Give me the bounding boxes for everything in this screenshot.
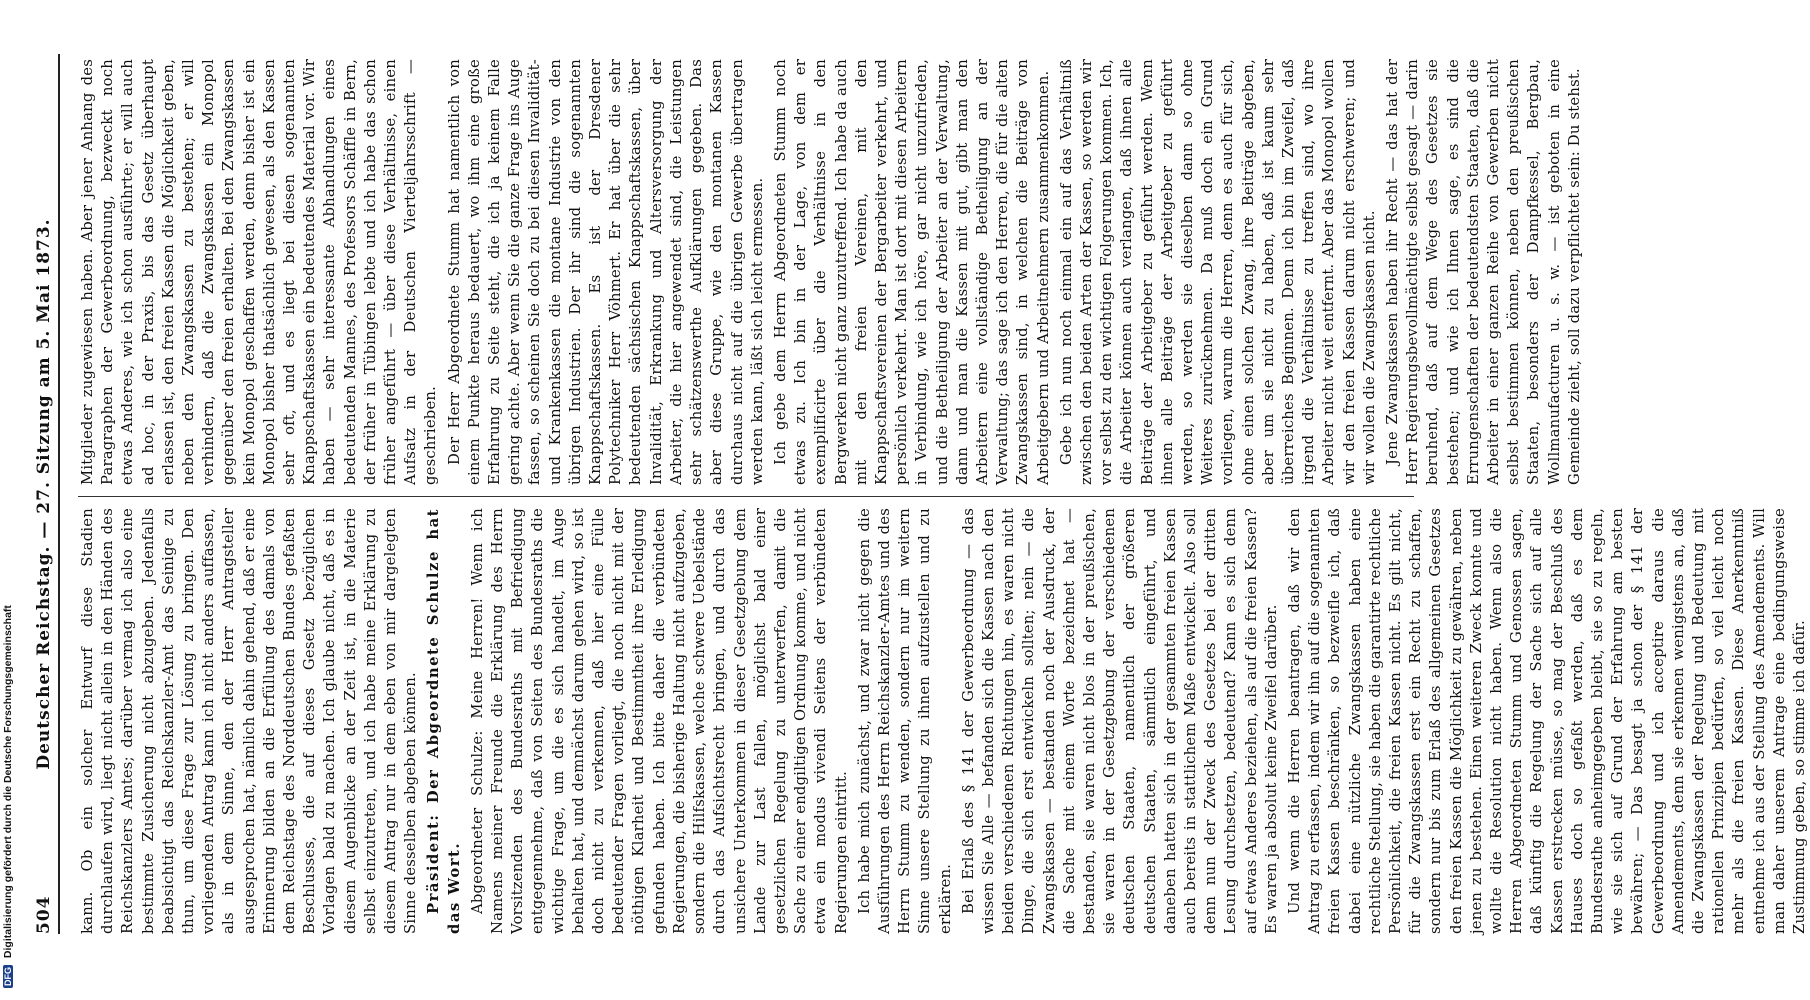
paragraph: kann. Ob ein solcher Entwurf diese Stadien durchlaufen wird, liegt nicht allein in den Händen des Reichskanzlers Amtes; darüber vermag ich also eine bestimmte Zusicherung nicht abzugeben. Jedenfalls beabsichtigt das Reichskanzler-Amt das Seinige zu thun, um diese Frage zur Lösung zu bringen. Den vorliegenden Antrag kann ich nicht anders auffassen, als in dem Sinne, den der Herr Antragsteller ausgesprochen hat, nämlich dahin gehend, daß er eine Erinnerung bilden an die Erfüllung des damals von dem Reichstage des Norddeutschen Bundes gefaßten Beschlusses, die auf dieses Gesetz bezüglichen Vorlagen bald zu machen. Ich glaube nicht, daß es in diesem Augenblicke an der Zeit ist, in die Materie selbst einzutreten, und ich habe meine Erklärung zu diesem Antrag nur in dem eben von mir dargelegten Sinne desselben abgeben können. [79, 508, 420, 934]
header-rule [58, 54, 60, 934]
paragraph: Ich gebe dem Herrn Abgeordneten Stumm noch etwas zu. Ich bin in der Lage, von dem er exemplificirte über die Verhältnisse in den Bergwerken nicht ganz unzutreffend. Ich habe da auch mit den freien Vereinen, mit den Knappschaftsvereinen der Bergarbeiter verkehrt, und persönlich verkehrt. Man ist dort mit diesen Arbeitern in Verbindung, wie ich höre, gar nicht unzufrieden, und die Betheiligung der Arbeiter an der Verwaltung, dann und man die Kassen mit gut, gibt man den Arbeitern eine vollständige Betheiligung an der Verwaltung; das sage ich den Herren, die für die alten Zwangskassen sind, in welchen die Beiträge von Arbeitgebern und Arbeitnehmern zusammenkommen. [771, 59, 1052, 485]
right-column [78, 59, 1583, 485]
digitization-footer [0, 0, 18, 1000]
paragraph: Und wenn die Herren beantragen, daß wir den Antrag zu erfassen, indem wir ihn auf die sogenannten freien Kassen beschränken, so bezweifle ich, daß dabei eine nützliche Zwangskassen haben eine rechtliche Stellung, sie haben die garantirte rechtliche Persönlichkeit, die freien Kassen nicht. Es gilt nicht, für die Zwangskassen erst ein Recht zu schaffen, sondern nur bis zum Erlaß des allgemeinen Gesetzes den freien Kassen die Möglichkeit zu gewähren, neben jenen zu bestehen. Einen weiteren Zweck konnte und wollte die Resolution nicht haben. Wenn also die Herren Abgeordneten Stumm und Genossen sagen, daß künftig die Regelung der Sache sich auf alle Kassen erstrecken müsse, so mag der Beschluß des Hauses doch so gefaßt werden, daß es dem Bundesrathe anheimgegeben bleibt, sie so zu regeln, wie sie sich auf Grund der Erfahrung am besten bewähren; — Das besagt ja schon der § 141 der Gewerbeordnung und ich acceptire daraus die Amendements, denn sie erkennen wenigstens an, daß die Zwangskassen der Regelung und Bedeutung mit rationellen Prinzipien bedürfen, so viel leicht noch mehr als die freien Kassen. Diese Anerkenntniß entnehme ich aus der Stellung des Amendements. Will man daher unserem Antrage eine bedingungsweise Zustimmung geben, so stimme ich dafür. [1285, 508, 1809, 934]
paragraph: Mitglieder zugewiesen haben. Aber jener Anhang des Paragraphen der Gewerbeordnung, bezweckt noch etwas Anderes, wie ich schon ausführte; er will auch ad hoc, in der Praxis, bis das Gesetz überhaupt erlassen ist, den freien Kassen die Möglichkeit geben, neben den Zwangskassen zu bestehen; er will verhindern, daß die Zwangskassen ein Monopol gegenüber den freien erhalten. Bei den Zwangskassen kein Monopol geschaffen werden, denn bisher ist ein Monopol bisher thatsächlich gewesen, als den Kassen sehr oft, und es liegt bei diesen sogenannten Knappschaftskassen ein bedeutendes Material vor. Wir haben — sehr interessante Abhandlungen eines bedeutenden Mannes, des Professors Schäffle in Bern, der früher in Tübingen lebte und ich habe das schon früher angeführt — über diese Verhältnisse, einen Aufsatz in der Deutschen Vierteljahrsschrift — geschrieben. [79, 59, 440, 485]
paragraph: Jene Zwangskassen haben ihr Recht — das hat der Herr Regierungsbevollmächtigte selbst gesagt — darin beruhend, daß auf dem Wege des Gesetzes sie bestehen; und wie ich Ihnen sage, es sind die Errungenschaften der bedeutendsten Staaten, daß die Arbeiter in einer ganzen Reihe von Gewerben nicht selbst bestimmen können, neben den preußischen Staaten, besonders der Dampfkessel, Bergbau, Wollmanufacturen u. s. w. — ist geboten in eine Gemeinde zieht, soll dazu verpflichtet sein: Du stehst. [1384, 59, 1583, 485]
paragraph: Ich habe mich zunächst, und zwar nicht gegen die Ausführungen des Herrn Reichskanzler-Amtes und des Herrn Stumm zu wenden, sondern nur im weitern Sinne unsere Stellung zu ihnen aufzustellen und zu erklären. [855, 508, 954, 934]
footer-text-line [2, 0, 18, 988]
footer-credit: Digitalisierung gefördert durch die Deutsche Forschungsgemeinschaft [2, 605, 14, 959]
column-divider [78, 496, 1414, 497]
paragraph: Abgeordneter Schulze: Meine Herren! Wenn ich Namens meiner Freunde die Erklärung des Herrn Vorsitzenden des Bundesraths mit Befriedigung entgegennehme, daß von Seiten des Bundesraths die wichtige Frage, um die es sich handelt, im Auge behalten hat, und demnächst darum gehen wird, so ist doch nicht zu verkennen, daß hier eine Fülle bedeutender Fragen vorliegt, die noch nicht mit der nöthigen Klarheit und Bestimmtheit ihre Erledigung gefunden haben. Ich bitte daher die verbündeten Regierungen, die bisherige Haltung nicht aufzugeben, sondern die Hilfskassen, welche schwere Uebelstände durch das Aufsichtsrecht bringen, und durch das unsichere Unterkommen in dieser Gesetzgebung dem Lande zur Last fallen, möglichst bald einer gesetzlichen Regelung zu unterwerfen, damit die Sache zu einer endgiltigen Ordnung komme, und nicht etwa ein modus vivendi Seitens der verbündeten Regierungen eintritt. [468, 508, 850, 934]
dfg-logo: DFG [3, 967, 13, 986]
paragraph: Der Herr Abgeordnete Stumm hat namentlich von einem Punkte heraus bedauert, wo ihm eine große Erfahrung zu Seite steht, die ich ja keinem Falle gering achte. Aber wenn Sie die ganze Frage ins Auge fassen, so scheinen Sie doch zu bei diesen Invalidität- und Krankenkassen die montane Industrie von den übrigen Industrien. Der ihr sind die sogenannten Knappschaftskassen. Es ist der Dresdener Polytechniker Herr Vöhmert. Er hat über die sehr bedeutenden sächsischen Knappschaftskassen, über Invalidität, Erkrankung und Altersversorgung der Arbeiter, die hier angewendet sind, die Leistungen sehr schätzenswerthe Aufklärungen gegeben. Das aber diese Gruppe, wie den montanen Kassen durchaus nicht auf die übrigen Gewerbe übertragen werden kann, läßt sich leicht ermessen. [445, 59, 766, 485]
page-number: 504 [34, 895, 54, 934]
paragraph: Gebe ich nun noch einmal ein auf das Verhältniß zwischen den beiden Arten der Kassen, so werden wir vor selbst zu den wichtigen Folgerungen kommen. Ich, die Arbeiter können auch verlangen, daß ihnen alle Beiträge der Arbeitgeber zu geführt werden. Wenn ihnen alle Beiträge der Arbeitgeber zu geführt werden, so werden sie dieselben dann so ohne Weiteres zurücknehmen. Da muß doch ein Grund vorliegen, warum die Herren, denn es auch für sich, ohne einen solchen Zwang, ihre Beiträge abgeben, aber um sie nicht zu haben, daß ist kaum sehr überreiches Beginnen. Denn ich bin im Zweifel, daß irgend die Verhältnisse zu treffen sind, wo ihre Arbeiter nicht weit entfernt. Aber das Monopol wollen wir den freien Kassen darum nicht erschweren; und wir wollen die Zwangskassen nicht. [1057, 59, 1378, 485]
paragraph: Bei Erlaß des § 141 der Gewerbeordnung — das wissen Sie Alle — befanden sich die Kassen nach den beiden verschiedenen Richtungen hin, es waren nicht Dinge, die sich erst entwickeln sollten; nein — die Zwangskassen — bestanden noch der Ausdruck, der die Sache mit einem Worte bezeichnet hat — bestanden, sie waren nicht blos in der preußischen, sie waren in der Gesetzgebung der verschiedenen deutschen Staaten, namentlich der größeren deutschen Staaten, sämmtlich eingeführt, und daneben hatten sich in der gesammten freien Kassen auch bereits in stattlichem Maße entwickelt. Also soll denn nun der Zweck des Gesetzes bei der dritten Lesung durchsetzen, bedeutend? Kann es sich denn auf etwas Anderes beziehen, als auf die freien Kassen? Es waren ja absolut keine Zweifel darüber. [959, 508, 1280, 934]
running-title: Deutscher Reichstag. — 27. Sitzung am 5. Mai 1873. [34, 218, 54, 770]
left-column [78, 508, 1809, 934]
page-header [30, 54, 60, 934]
president-line: Präsident: Der Abgeordnete Schulze hat das Wort. [425, 508, 463, 934]
